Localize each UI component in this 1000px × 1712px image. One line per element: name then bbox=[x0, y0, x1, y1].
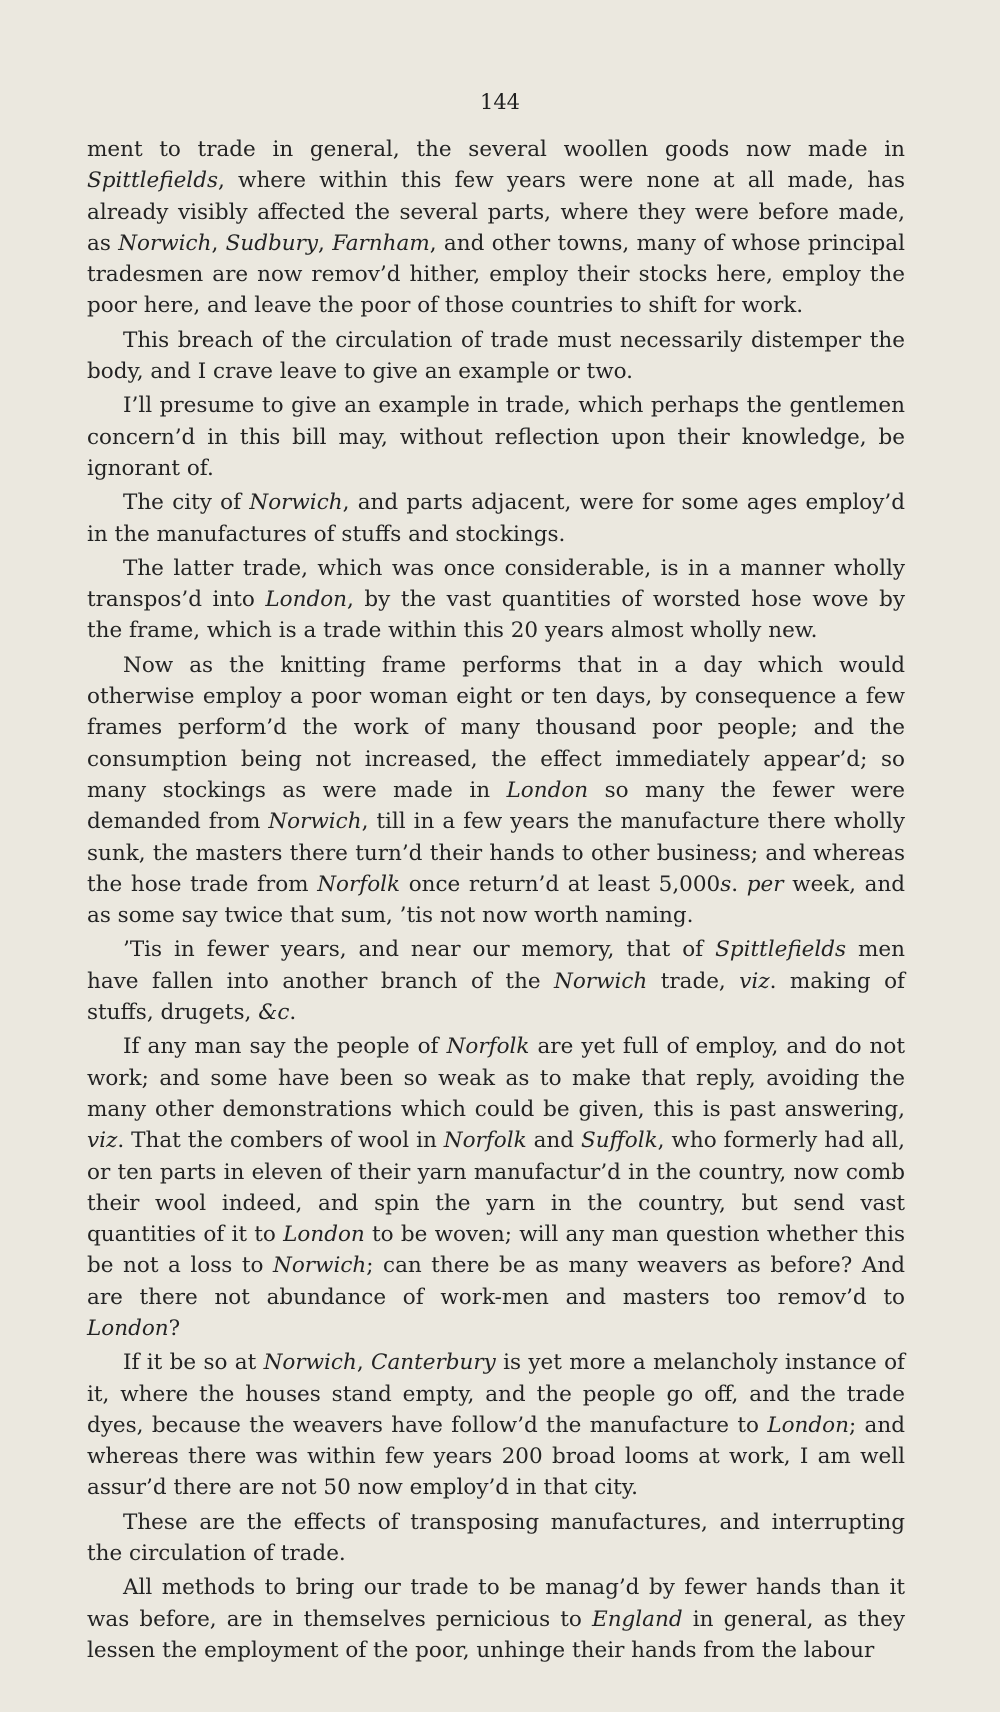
body-text bbox=[87, 134, 905, 1669]
paragraph: I’ll presume to give an example in trade, which perhaps the gentlemen concern’d in this bill may, without reflection upon their knowledge, be ignorant of. bbox=[87, 393, 905, 481]
paragraph: If any man say the people of Norfolk are yet full of employ, and do not work; and some have been so weak as to make that reply, avoiding the many other demonstrations which could be given, this is past answering, viz. That the combers of wool in Norfolk and Suffolk, who formerly had all, or ten parts in eleven of their yarn manufactur’d in the country, now comb their wool indeed, and spin the yarn in the country, but send vast quantities of it to London to be woven; will any man question whether this be not a loss to Norwich; can there be as many weavers as before? And are there not abundance of work-men and masters too remov’d to London? bbox=[87, 1034, 905, 1341]
paragraph: Now as the knitting frame performs that in a day which would otherwise employ a poor woman eight or ten days, by consequence a few frames perform’d the work of many thousand poor people; and the consumption being not increased, the effect immediately appear’d; so many stockings as were made in London so many the fewer were demanded from Norwich, till in a few years the manufacture there wholly sunk, the masters there turn’d their hands to other business; and whereas the hose trade from Norfolk once return’d at least 5,000s. per week, and as some say twice that sum, ’tis not now worth naming. bbox=[87, 652, 905, 929]
paragraph: If it be so at Norwich, Canterbury is yet more a melancholy instance of it, where the houses stand empty, and the people go off, and the trade dyes, because the weavers have follow’d the manufacture to London; and whereas there was within few years 200 broad looms at work, I am well assur’d there are not 50 now employ’d in that city. bbox=[87, 1350, 906, 1501]
paragraph: This breach of the circulation of trade must necessarily distemper the body, and I crave leave to give an example or two. bbox=[87, 327, 905, 385]
paragraph: The city of Norwich, and parts adjacent, were for some ages employ’d in the manufactures of stuffs and stockings. bbox=[87, 490, 905, 547]
paragraph: The latter trade, which was once considerable, is in a manner wholly transpos’d into London, by the vast quantities of worsted hose wove by the frame, which is a trade within this 20 years almost wholly new. bbox=[87, 555, 905, 644]
paragraph: All methods to bring our trade to be manag’d by fewer hands than it was before, are in themselves pernicious to England in general, as they lessen the employment of the poor, unhinge their hands from the labour bbox=[87, 1575, 905, 1663]
paragraph: ’Tis in fewer years, and near our memory, that of Spittlefields men have fallen into another branch of the Norwich trade, viz. making of stuffs, drugets, &c. bbox=[87, 937, 905, 1026]
paragraph: These are the effects of transposing manufactures, and interrupting the circulation of trade. bbox=[87, 1509, 905, 1567]
paragraph: ment to trade in general, the several woollen goods now made in Spittlefields, where within this few years were none at all made, has already visibly affected the several parts, where they were before made, as Norwich, Sudbury, Farnham, and other towns, many of whose principal tradesmen are now remov’d hither, employ their stocks here, employ the poor here, and leave the poor of those countries to shift for work. bbox=[87, 137, 905, 319]
page-number: 144 bbox=[479, 90, 521, 114]
